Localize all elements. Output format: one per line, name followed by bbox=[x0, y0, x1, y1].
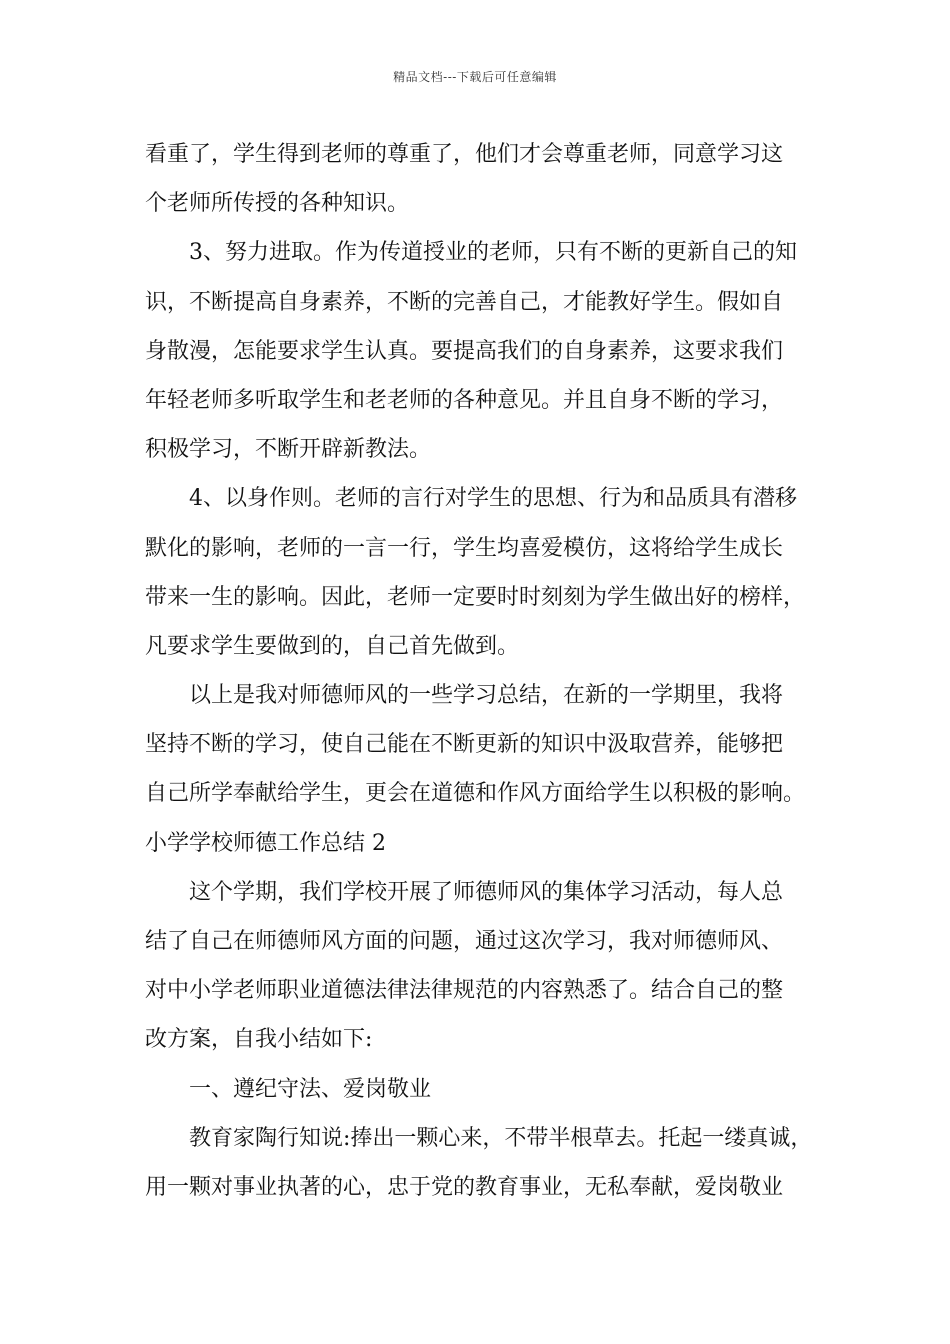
text-line: 坚持不断的学习，使自己能在不断更新的知识中汲取营养，能够把 bbox=[145, 732, 784, 758]
text-line: 年轻老师多听取学生和老老师的各种意见。并且自身不断的学习， bbox=[145, 387, 784, 413]
page-header: 精品文档---下载后可任意编辑 bbox=[393, 70, 557, 84]
text-line: 默化的影响，老师的一言一行，学生均喜爱模仿，这将给学生成长 bbox=[145, 535, 784, 561]
paragraph-start-line: 教育家陶行知说:捧出一颗心来，不带半根草去。托起一缕真诚， bbox=[189, 1125, 813, 1151]
paragraph-start-line: 4、以身作则。老师的言行对学生的思想、行为和品质具有潜移 bbox=[189, 486, 797, 512]
text-line: 个老师所传授的各种知识。 bbox=[145, 191, 410, 217]
text-line: 积极学习，不断开辟新教法。 bbox=[145, 437, 432, 463]
paragraph-start-line: 这个学期，我们学校开展了师德师风的集体学习活动，每人总 bbox=[189, 879, 784, 905]
text-line: 对中小学老师职业道德法律法律规范的内容熟悉了。结合自己的整 bbox=[145, 978, 784, 1004]
text-line: 结了自己在师德师风方面的问题，通过这次学习，我对师德师风、 bbox=[145, 929, 784, 954]
section-heading: 小学学校师德工作总结 2 bbox=[145, 830, 386, 856]
document-body bbox=[145, 130, 825, 1212]
text-line: 身散漫，怎能要求学生认真。要提高我们的自身素养，这要求我们 bbox=[145, 338, 784, 364]
text-line: 改方案，自我小结如下: bbox=[145, 1027, 373, 1053]
text-line: 自己所学奉献给学生，更会在道德和作风方面给学生以积极的影响。 bbox=[145, 781, 806, 807]
paragraph-start-line: 以上是我对师德师风的一些学习总结，在新的一学期里，我将 bbox=[189, 683, 784, 709]
text-line: 用一颗对事业执著的心，忠于党的教育事业，无私奉献，爱岗敬业 bbox=[145, 1174, 784, 1200]
paragraph-start-line: 3、努力进取。作为传道授业的老师，只有不断的更新自己的知 bbox=[189, 240, 797, 266]
text-line: 凡要求学生要做到的，自己首先做到。 bbox=[145, 633, 520, 659]
text-line: 带来一生的影响。因此，老师一定要时时刻刻为学生做出好的榜样， bbox=[145, 584, 806, 610]
subsection-heading: 一、遵纪守法、爱岗敬业 bbox=[189, 1076, 432, 1102]
text-line: 看重了，学生得到老师的尊重了，他们才会尊重老师，同意学习这 bbox=[145, 142, 784, 167]
text-line: 识，不断提高自身素养，不断的完善自己，才能教好学生。假如自 bbox=[145, 289, 784, 315]
